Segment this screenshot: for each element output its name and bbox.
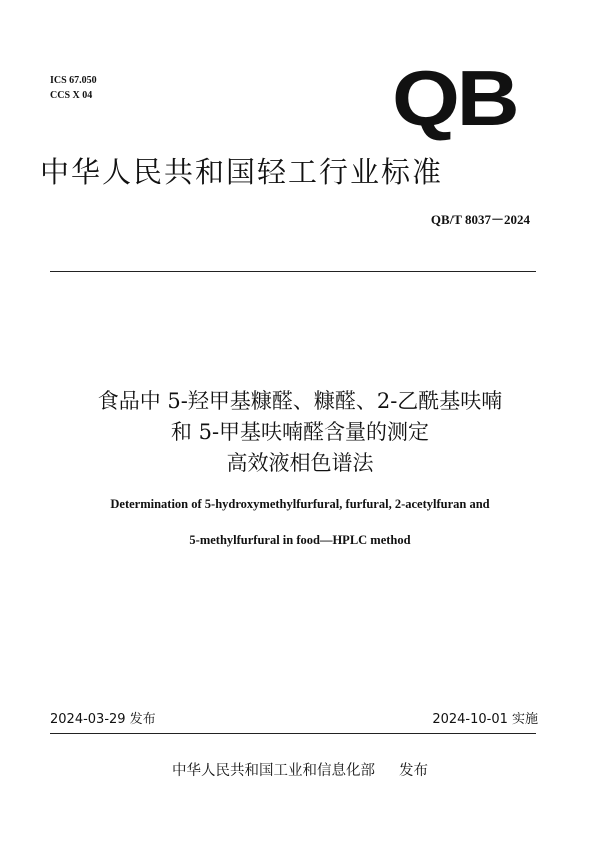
chinese-title: [0, 386, 600, 479]
issue-date: 2024-03-29 发布: [50, 712, 156, 727]
industry-standard-title: 中华人民共和国轻工行业标准: [40, 155, 444, 189]
publisher-name: 中华人民共和国工业和信息化部: [172, 763, 375, 779]
chinese-title-line-1: 食品中 5-羟甲基糠醛、糠醛、2-乙酰基呋喃: [97, 389, 503, 413]
footer-divider: [50, 733, 536, 734]
chinese-title-line-2: 和 5-甲基呋喃醛含量的测定: [170, 420, 430, 444]
qb-logo: QB: [392, 54, 517, 142]
english-title-line-2: 5-methylfurfural in food—HPLC method: [189, 533, 411, 547]
chinese-title-line-3: 高效液相色谱法: [226, 451, 374, 475]
header-divider: [50, 271, 536, 272]
publisher-action: 发布: [399, 763, 428, 779]
implementation-date: 2024-10-01 实施: [432, 712, 538, 727]
standard-number: QB/T 8037－2024: [430, 212, 530, 227]
publisher-line: [0, 760, 600, 782]
ccs-code: CCS X 04: [50, 90, 93, 101]
ics-code: ICS 67.050: [50, 75, 97, 86]
english-title-line-1: Determination of 5-hydroxymethylfurfural, furfural, 2-acetylfuran and: [110, 497, 490, 511]
english-title: [0, 495, 600, 549]
classification-codes: [50, 73, 97, 103]
